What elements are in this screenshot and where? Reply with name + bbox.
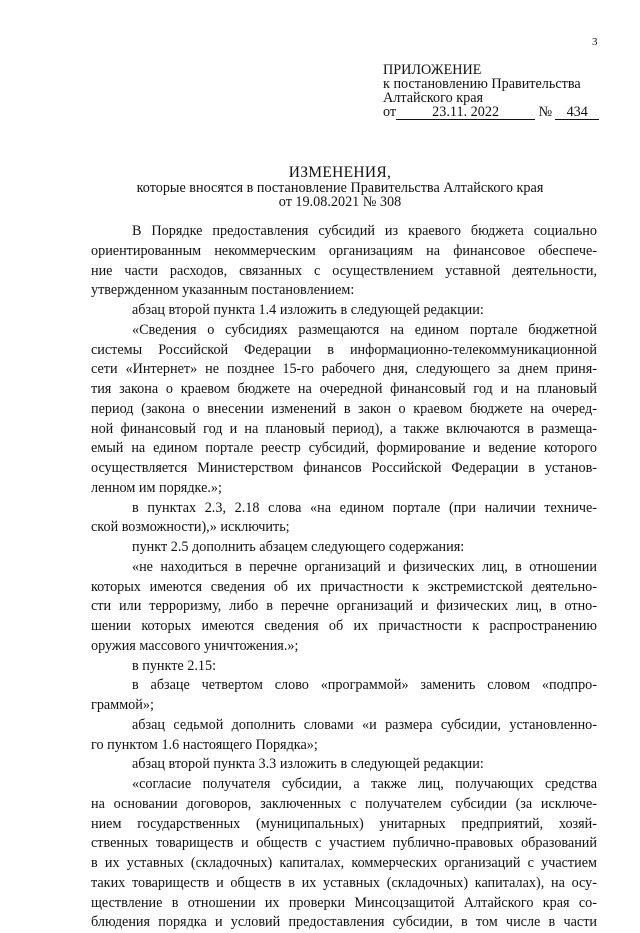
body-line: В Порядке предоставления субсидий из краевого бюджета социально xyxy=(132,223,597,239)
body-line: ственных товариществ и обществ с участием публично-правовых образований xyxy=(91,835,597,852)
body-line: таких товариществ и обществ в их уставных (складочных) капиталах), на осу- xyxy=(91,874,597,891)
heading-title: ИЗМЕНЕНИЯ, xyxy=(288,164,392,181)
body-line: абзац седьмой дополнить словами «и размера субсидии, установленно- xyxy=(132,716,597,733)
body-line: «согласие получателя субсидии, а также лиц, получающих средства xyxy=(132,776,597,792)
body-line: емый на едином портале реестр субсидий, формирование и ведение которого xyxy=(91,440,597,457)
body-line: ской возможности),» исключить; xyxy=(91,519,290,536)
document-body xyxy=(91,222,597,933)
document-heading xyxy=(60,166,620,210)
body-line: «Сведения о субсидиях размещаются на едином портале бюджетной xyxy=(132,321,597,338)
body-line: сети «Интернет» не позднее 15-го рабочего дня, следующего за днем приня- xyxy=(91,361,597,378)
body-line: ществление в отношении их проверки Минсоцзащитой Алтайского края со- xyxy=(91,894,597,911)
body-line: в их уставных (складочных) капиталах, коммерческих организаций с участием xyxy=(91,855,597,871)
body-line: сти или терроризму, либо в перечне организаций и физических лиц, в отно- xyxy=(91,598,597,615)
heading-line-2: от 19.08.2021 № 308 xyxy=(278,194,402,210)
body-line: нием государственных (муниципальных) унитарных предприятий, хозяй- xyxy=(91,815,597,832)
appendix-title: ПРИЛОЖЕНИЕ xyxy=(383,62,482,78)
body-line: го пунктом 1.6 настоящего Порядка»; xyxy=(91,736,318,753)
body-line: шении которых имеются сведения об их причастности к распространению xyxy=(91,618,597,634)
page-number: 3 xyxy=(592,36,598,48)
body-line: утвержденном указанным постановлением: xyxy=(91,282,355,299)
heading-line-1: которые вносятся в постановление Правительства Алтайского края xyxy=(136,179,544,196)
body-line: абзац второй пункта 1.4 изложить в следующей редакции: xyxy=(132,302,484,318)
body-line: граммой»; xyxy=(91,697,154,713)
body-line: системы Российской Федерации в информационно-телекоммуникационной xyxy=(91,341,597,358)
number-value: 434 xyxy=(555,105,599,120)
body-line: ние части расходов, связанных с осуществлением уставной деятельности, xyxy=(91,262,597,279)
appendix-block xyxy=(383,63,599,120)
body-line: блюдения порядка и условий предоставления субсидии, в том числе в части xyxy=(91,914,597,931)
body-line: в абзаце четвертом слово «программой» заменить словом «подпро- xyxy=(132,677,597,694)
body-line: ленном им порядке.»; xyxy=(91,479,222,496)
body-line: в пунктах 2.3, 2.18 слова «на едином портале (при наличии техниче- xyxy=(132,499,597,516)
body-line: ориентированным некоммерческим организациям на финансовое обеспече- xyxy=(91,242,597,259)
body-line: осуществляется Министерством финансов Российской Федерации в установ- xyxy=(91,460,597,476)
body-line: в пункте 2.15: xyxy=(132,657,217,674)
body-line: абзац второй пункта 3.3 изложить в следующей редакции: xyxy=(132,756,484,773)
body-line: тия закона о краевом бюджете на очередной финансовый год и на плановый xyxy=(91,381,597,397)
date-value: 23.11. 2022 xyxy=(396,105,535,120)
body-line: оружия массового уничтожения.»; xyxy=(91,637,299,654)
body-line: период (закона о внесении изменений в закон о краевом бюджете на очеред- xyxy=(91,400,597,417)
appendix-line-2: Алтайского края xyxy=(383,90,484,106)
body-line: которых имеются сведения об их причастности к экстремистской деятельно- xyxy=(91,578,597,595)
body-line: пункт 2.5 дополнить абзацем следующего содержания: xyxy=(132,539,465,555)
appendix-line-1: к постановлению Правительства xyxy=(383,76,581,92)
body-line: на основании договоров, заключенных с получателем субсидии (за исключе- xyxy=(91,795,597,812)
appendix-date-line xyxy=(383,105,599,120)
number-prefix: № xyxy=(538,104,553,120)
body-line: «не находиться в перечне организаций и физических лиц, в отношении xyxy=(132,558,597,575)
body-line: ной финансовый год и на плановый период), а также включаются в размеща- xyxy=(91,420,597,437)
date-prefix: от xyxy=(383,104,397,120)
